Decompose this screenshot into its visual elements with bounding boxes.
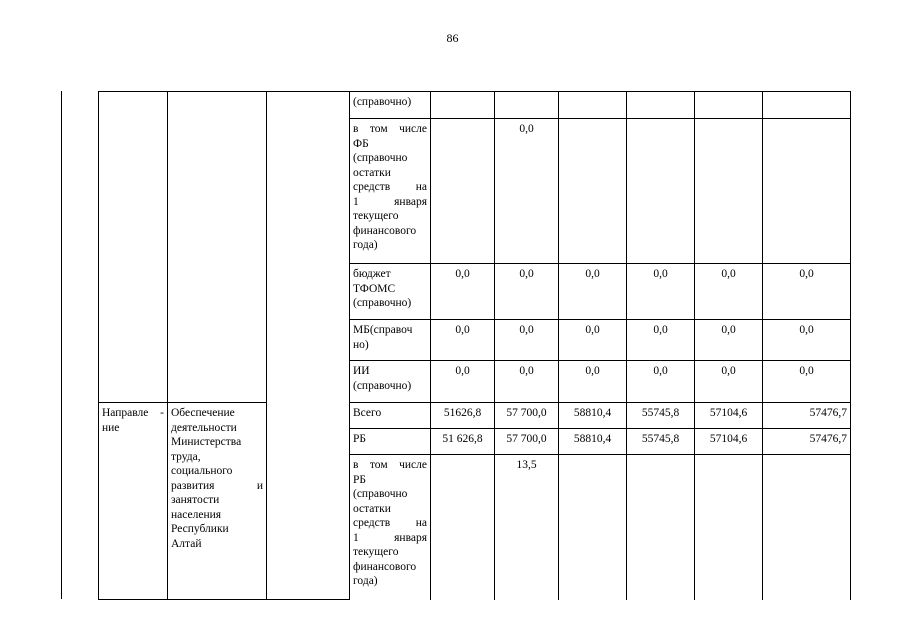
- value-cell: [627, 455, 695, 600]
- value-cell: 51626,8: [431, 403, 495, 429]
- direction-label: Направле - ние: [99, 403, 168, 600]
- value-cell: [763, 92, 851, 119]
- value-cell: 57476,7: [763, 429, 851, 455]
- value-cell: 0,0: [763, 264, 851, 320]
- value-cell: 51 626,8: [431, 429, 495, 455]
- row-label: РБ: [350, 429, 431, 455]
- value-cell: 0,0: [695, 320, 763, 361]
- value-cell: 57 700,0: [495, 429, 559, 455]
- value-cell: 0,0: [431, 320, 495, 361]
- direction-name: Обеспечение деятельности Министерства труда, социального развития и занятости населения Республики Алтай: [168, 403, 267, 600]
- value-cell: 55745,8: [627, 403, 695, 429]
- value-cell: 0,0: [627, 264, 695, 320]
- value-cell: [559, 119, 627, 264]
- page-number: 86: [446, 31, 459, 45]
- value-cell: 58810,4: [559, 403, 627, 429]
- budget-table: [98, 91, 851, 600]
- value-cell: [559, 92, 627, 119]
- value-cell: 0,0: [495, 264, 559, 320]
- value-cell: [431, 92, 495, 119]
- cell-empty: [267, 92, 350, 600]
- value-cell: [763, 119, 851, 264]
- value-cell: 0,0: [763, 320, 851, 361]
- value-cell: 0,0: [627, 361, 695, 403]
- value-cell: 0,0: [495, 320, 559, 361]
- value-cell: 57104,6: [695, 403, 763, 429]
- value-cell: [695, 119, 763, 264]
- row-label: бюджет ТФОМС (справочно): [350, 264, 431, 320]
- value-cell: 0,0: [559, 361, 627, 403]
- cell-empty: [168, 92, 267, 403]
- value-cell: 0,0: [763, 361, 851, 403]
- row-label: (справочно): [350, 92, 431, 119]
- row-label: МБ(справоч но): [350, 320, 431, 361]
- value-cell: 0,0: [495, 361, 559, 403]
- value-cell: 0,0: [627, 320, 695, 361]
- row-label: ИИ (справочно): [350, 361, 431, 403]
- table-row: [99, 403, 851, 429]
- value-cell: 57476,7: [763, 403, 851, 429]
- cell-empty: [99, 92, 168, 403]
- value-cell: [695, 455, 763, 600]
- value-cell: 57 700,0: [495, 403, 559, 429]
- value-cell: 0,0: [431, 264, 495, 320]
- value-cell: 0,0: [559, 320, 627, 361]
- value-cell: 0,0: [495, 119, 559, 264]
- value-cell: [431, 455, 495, 600]
- value-cell: 0,0: [431, 361, 495, 403]
- row-label: в том числе ФБ (справочно остатки средств на 1 января текущего финансового года): [350, 119, 431, 264]
- value-cell: 0,0: [695, 264, 763, 320]
- value-cell: 0,0: [559, 264, 627, 320]
- value-cell: [627, 92, 695, 119]
- row-label: Всего: [350, 403, 431, 429]
- table-row: [99, 92, 851, 119]
- value-cell: [495, 92, 559, 119]
- value-cell: [763, 455, 851, 600]
- value-cell: [559, 455, 627, 600]
- value-cell: 55745,8: [627, 429, 695, 455]
- value-cell: 58810,4: [559, 429, 627, 455]
- value-cell: [627, 119, 695, 264]
- value-cell: 13,5: [495, 455, 559, 600]
- row-label: в том числе РБ (справочно остатки средств на 1 января текущего финансового года): [350, 455, 431, 600]
- value-cell: [695, 92, 763, 119]
- value-cell: [431, 119, 495, 264]
- value-cell: 57104,6: [695, 429, 763, 455]
- table-left-border: [61, 91, 62, 599]
- value-cell: 0,0: [695, 361, 763, 403]
